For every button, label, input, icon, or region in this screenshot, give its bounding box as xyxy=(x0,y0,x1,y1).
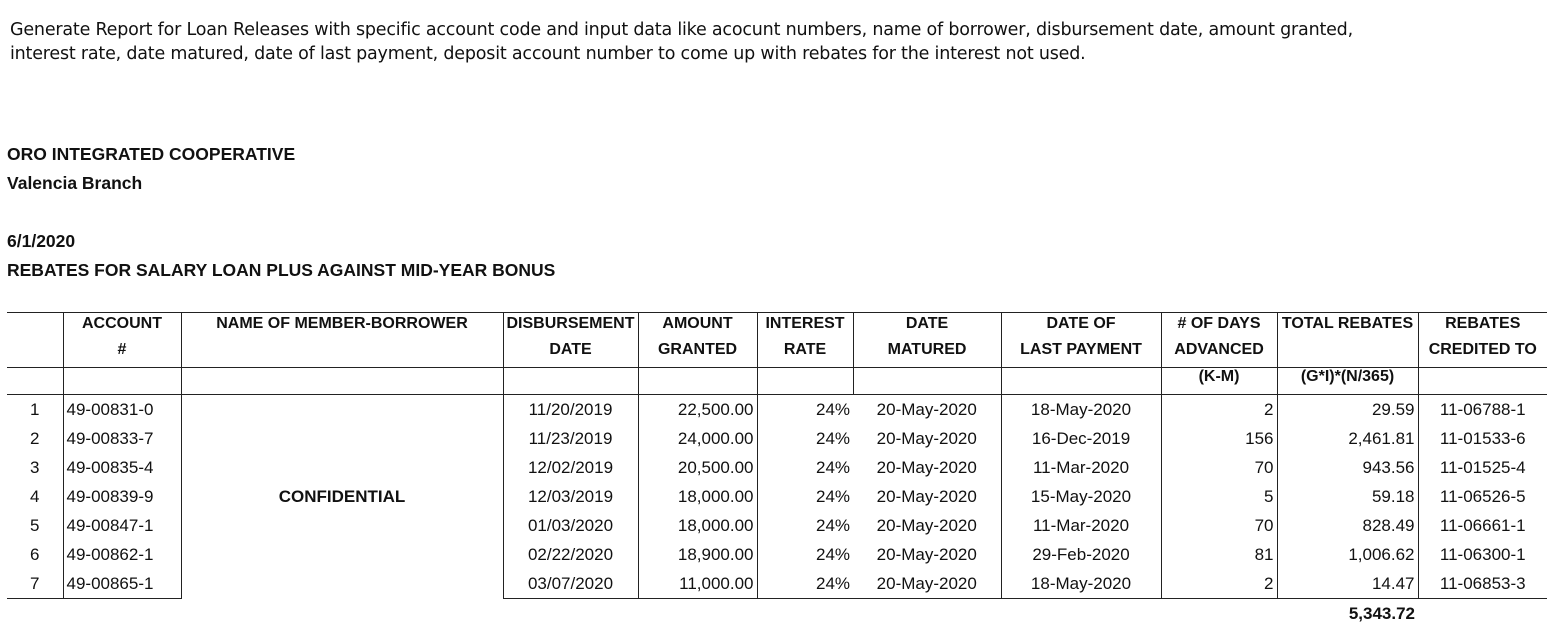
total-row xyxy=(7,599,1547,630)
row-number: 6 xyxy=(30,544,40,564)
credited-account: 11-06853-3 xyxy=(1418,569,1547,599)
header-interest-sub: RATE xyxy=(757,341,853,368)
header-rebates-formula: (G*I)*(N/365) xyxy=(1277,368,1418,395)
disbursement-date: 01/03/2020 xyxy=(527,515,614,535)
amount-granted: 24,000.00 xyxy=(638,424,757,453)
header-credited: REBATES xyxy=(1418,313,1547,342)
header-amount-sub: GRANTED xyxy=(638,341,757,368)
report-title: REBATES FOR SALARY LOAN PLUS AGAINST MID-YEAR BONUS xyxy=(7,260,556,280)
row-number: 1 xyxy=(30,399,40,419)
credited-account: 11-06788-1 xyxy=(1418,395,1547,425)
header-days: # OF DAYS xyxy=(1161,313,1277,342)
amount-granted: 20,500.00 xyxy=(638,453,757,482)
interest-rate: 24% xyxy=(757,569,853,599)
table-header-row xyxy=(7,341,1547,368)
total-rebates: 943.56 xyxy=(1277,453,1418,482)
date-matured: 20-May-2020 xyxy=(876,399,977,419)
account-number: 49-00839-9 xyxy=(63,482,181,511)
last-payment-date: 18-May-2020 xyxy=(1001,395,1161,425)
credited-account: 11-06526-5 xyxy=(1418,482,1547,511)
total-rebates: 1,006.62 xyxy=(1277,540,1418,569)
description-line-1: Generate Report for Loan Releases with specific account code and input data like acocunt numbers, name of borrower, disbursement date, amount granted, xyxy=(10,20,1353,40)
credited-account: 11-01525-4 xyxy=(1418,453,1547,482)
header-matured-sub: MATURED xyxy=(853,341,1001,368)
disbursement-date: 11/23/2019 xyxy=(528,428,613,448)
disbursement-date: 12/03/2019 xyxy=(527,486,614,506)
days-advanced: 2 xyxy=(1161,395,1277,425)
table-row xyxy=(7,395,1547,425)
last-payment-date: 16-Dec-2019 xyxy=(1001,424,1161,453)
row-number: 5 xyxy=(30,515,40,535)
header-rebates: TOTAL REBATES xyxy=(1277,313,1418,342)
account-number: 49-00831-0 xyxy=(63,395,181,425)
total-rebates-sum: 5,343.72 xyxy=(1348,604,1416,623)
last-payment-date: 29-Feb-2020 xyxy=(1001,540,1161,569)
interest-rate: 24% xyxy=(757,540,853,569)
account-number: 49-00862-1 xyxy=(63,540,181,569)
header-days-sub: ADVANCED xyxy=(1161,341,1277,368)
report-description xyxy=(10,18,1510,66)
header-last-payment: DATE OF xyxy=(1001,313,1161,342)
header-row-number xyxy=(7,313,63,342)
description-line-2: interest rate, date matured, date of last payment, deposit account number to come up with rebates for the interest not used. xyxy=(10,44,1086,64)
disbursement-date: 12/02/2019 xyxy=(527,457,614,477)
report-date: 6/1/2020 xyxy=(7,231,76,251)
header-days-formula: (K-M) xyxy=(1161,368,1277,395)
date-matured: 20-May-2020 xyxy=(876,457,977,477)
date-matured: 20-May-2020 xyxy=(876,428,977,448)
interest-rate: 24% xyxy=(757,511,853,540)
amount-granted: 11,000.00 xyxy=(638,569,757,599)
amount-granted: 18,000.00 xyxy=(638,511,757,540)
amount-granted: 18,000.00 xyxy=(638,482,757,511)
account-number: 49-00835-4 xyxy=(63,453,181,482)
header-matured: DATE xyxy=(853,313,1001,342)
interest-rate: 24% xyxy=(757,424,853,453)
rebates-table xyxy=(7,312,1547,629)
disbursement-date: 02/22/2020 xyxy=(527,544,614,564)
header-disbursement-sub: DATE xyxy=(503,341,638,368)
interest-rate: 24% xyxy=(757,453,853,482)
days-advanced: 2 xyxy=(1161,569,1277,599)
days-advanced: 70 xyxy=(1161,453,1277,482)
days-advanced: 5 xyxy=(1161,482,1277,511)
account-number: 49-00833-7 xyxy=(63,424,181,453)
header-credited-sub: CREDITED TO xyxy=(1418,341,1547,368)
borrower-name-confidential: CONFIDENTIAL xyxy=(181,395,503,599)
header-disbursement: DISBURSEMENT xyxy=(503,313,638,342)
branch-name: Valencia Branch xyxy=(7,173,143,193)
last-payment-date: 15-May-2020 xyxy=(1001,482,1161,511)
total-rebates: 14.47 xyxy=(1277,569,1418,599)
disbursement-date: 11/20/2019 xyxy=(528,399,613,419)
header-amount: AMOUNT xyxy=(638,313,757,342)
total-rebates: 828.49 xyxy=(1277,511,1418,540)
row-number: 7 xyxy=(7,569,63,599)
date-matured: 20-May-2020 xyxy=(876,544,977,564)
date-matured: 20-May-2020 xyxy=(876,486,977,506)
days-advanced: 81 xyxy=(1161,540,1277,569)
total-rebates: 29.59 xyxy=(1277,395,1418,425)
header-name: NAME OF MEMBER-BORROWER xyxy=(181,313,503,342)
disbursement-date: 03/07/2020 xyxy=(503,569,638,599)
row-number: 3 xyxy=(30,457,40,477)
row-number: 2 xyxy=(30,428,40,448)
days-advanced: 156 xyxy=(1161,424,1277,453)
row-number: 4 xyxy=(30,486,40,506)
date-matured: 20-May-2020 xyxy=(876,515,977,535)
header-last-payment-sub: LAST PAYMENT xyxy=(1001,341,1161,368)
organization-name: ORO INTEGRATED COOPERATIVE xyxy=(7,144,296,164)
interest-rate: 24% xyxy=(757,482,853,511)
last-payment-date: 18-May-2020 xyxy=(1001,569,1161,599)
days-advanced: 70 xyxy=(1161,511,1277,540)
amount-granted: 18,900.00 xyxy=(638,540,757,569)
last-payment-date: 11-Mar-2020 xyxy=(1001,453,1161,482)
account-number: 49-00865-1 xyxy=(63,569,181,599)
table-header-row xyxy=(7,368,1547,395)
date-matured: 20-May-2020 xyxy=(853,569,1001,599)
header-account: ACCOUNT xyxy=(63,313,181,342)
credited-account: 11-01533-6 xyxy=(1418,424,1547,453)
header-interest: INTEREST xyxy=(757,313,853,342)
header-account-sub: # xyxy=(63,341,181,368)
account-number: 49-00847-1 xyxy=(63,511,181,540)
total-rebates: 59.18 xyxy=(1277,482,1418,511)
interest-rate: 24% xyxy=(757,395,853,425)
last-payment-date: 11-Mar-2020 xyxy=(1001,511,1161,540)
amount-granted: 22,500.00 xyxy=(638,395,757,425)
table-header-row xyxy=(7,313,1547,342)
credited-account: 11-06661-1 xyxy=(1418,511,1547,540)
total-rebates: 2,461.81 xyxy=(1277,424,1418,453)
credited-account: 11-06300-1 xyxy=(1418,540,1547,569)
